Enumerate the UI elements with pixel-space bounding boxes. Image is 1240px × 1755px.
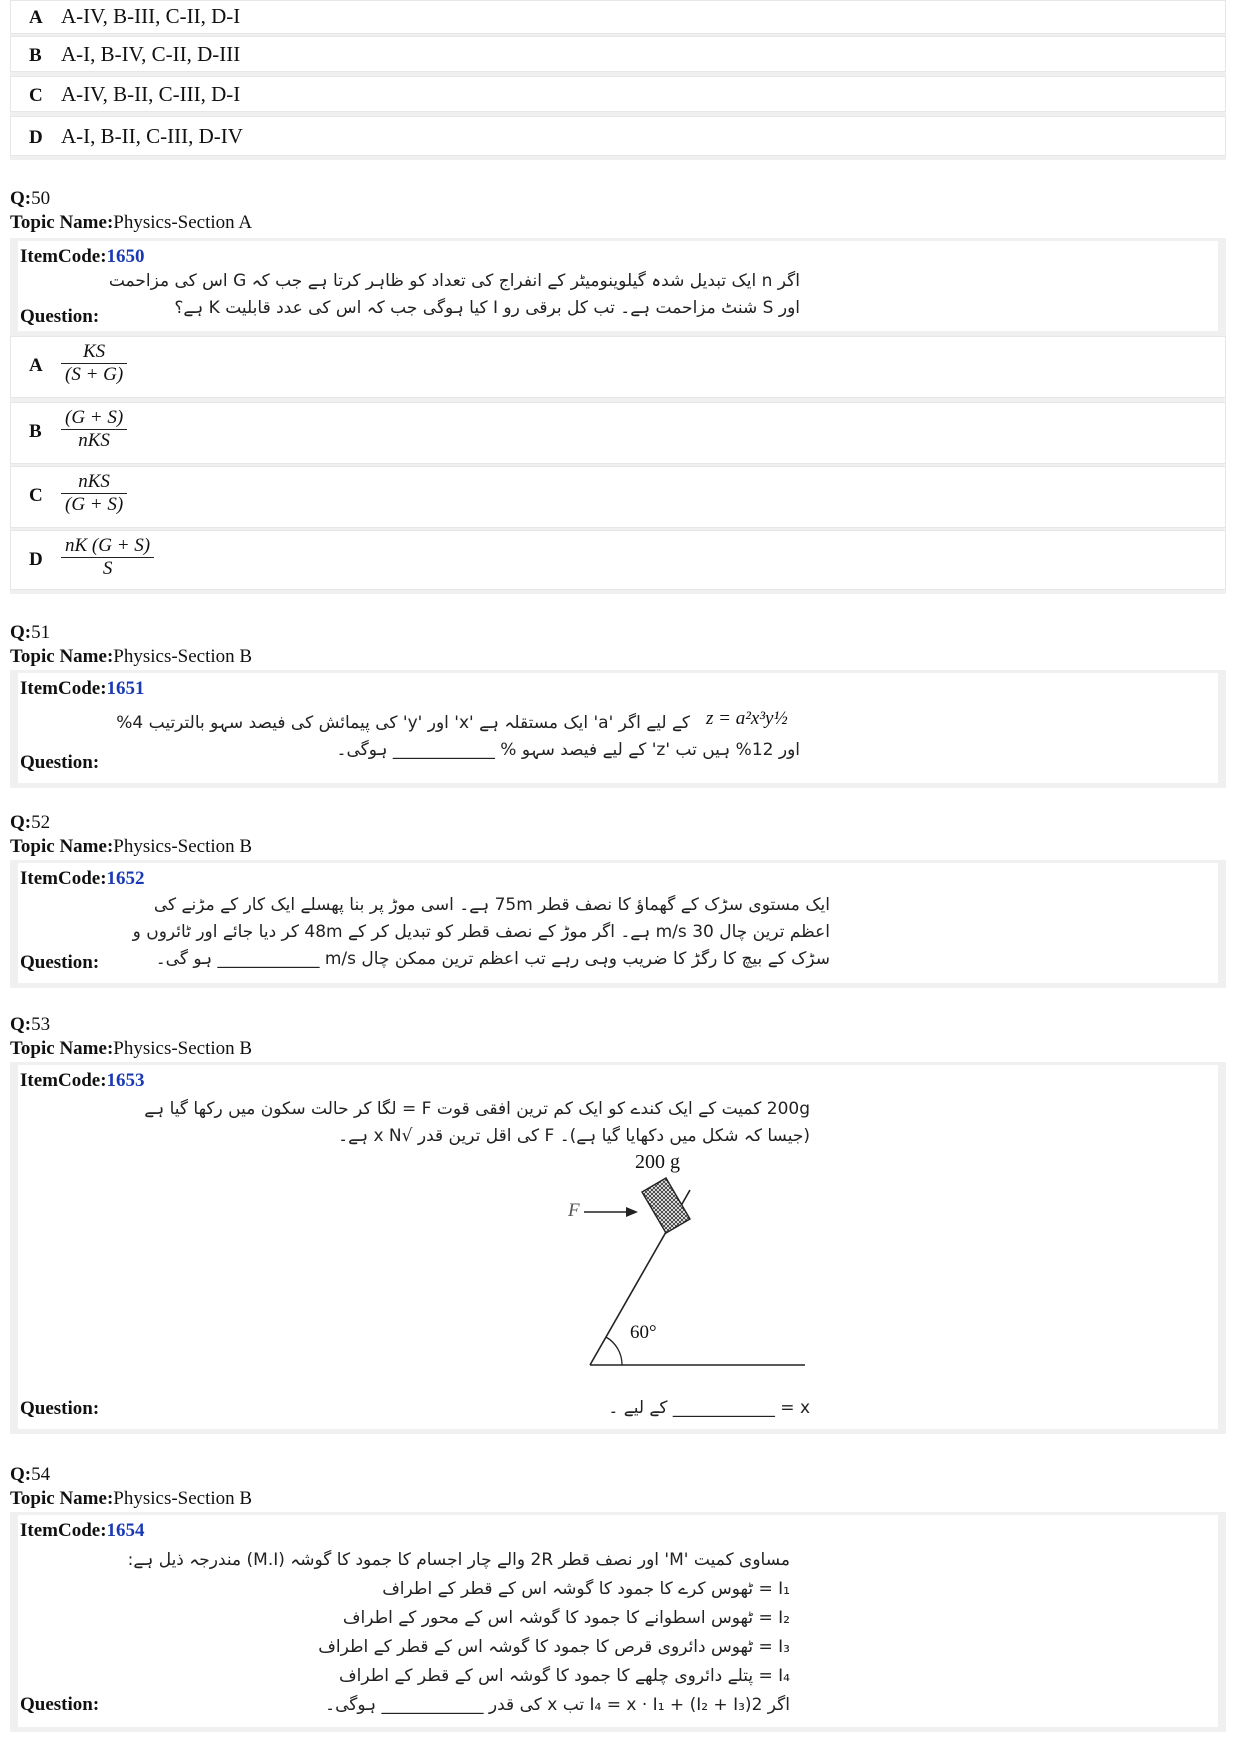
item-code: ItemCode:1651 <box>20 678 145 699</box>
question-number: Q:51 <box>10 622 51 643</box>
force-label: F <box>568 1200 580 1221</box>
question-number: Q:54 <box>10 1464 51 1485</box>
mass-label: 200 g <box>635 1151 680 1173</box>
prev-option-b[interactable]: B A-I, B-IV, C-II, D-III <box>10 36 1226 72</box>
item-code: ItemCode:1654 <box>20 1520 145 1541</box>
question-text: مساوی کمیت 'M' اور نصف قطر 2R والے چار اجسام کا جمود کا گوشہ (M.I) مندرجہ ذیل ہے: I₁ = ٹھوس کرے کا جمود کا گوشہ اس کے قطر کے اطراف I₂ = ٹھوس اسطوانے کا جمود کا گوشہ اس کے محور کے اطراف I₃ = ٹھوس دائروی قرص کا جمود کا گوشہ اس کے قطر کے اطراف I₄ = پتلے دائروی چلھے کا جمود کا گوشہ اس کے قطر کے اطراف اگر 2(I₂ + I₃) + I₄ = x · I₁ تب x کی قدر ____________ ہوگی۔ <box>127 1550 790 1715</box>
option-d[interactable]: D $\frac{nK (G + S)}{S}$ <box>10 530 1226 590</box>
option-a-fraction: $\frac{KS}{(S + G)}$ <box>61 341 127 386</box>
option-b[interactable]: B (G + S) nKS <box>10 402 1226 464</box>
angle-label: 60° <box>630 1322 657 1343</box>
question-label: Question: <box>20 1694 100 1715</box>
topic-name: Topic Name:Physics-Section B <box>10 1038 253 1059</box>
option-a[interactable]: A $\frac{KS}{(S + G)}$ <box>10 336 1226 398</box>
question-number: Q:52 <box>10 812 51 833</box>
option-c[interactable]: C nKS (G + S) <box>10 466 1226 528</box>
question-label: Question: <box>20 752 100 773</box>
item-code: ItemCode:1652 <box>20 868 145 889</box>
question-label: Question: <box>20 1398 100 1419</box>
force-arrow-head <box>626 1207 638 1217</box>
formula: z = a²x³y½ <box>706 708 788 729</box>
question-text: اگر n ایک تبدیل شدہ گیلوینومیٹر کے انفراج کی تعداد کو ظاہر کرتا ہے جب کہ G اس کی مزاحمت اور S شنٹ مزاحمت ہے۔ تب کل برقی رو I کیا ہوگی جب کہ اس کی عدد قابلیت K ہے؟ <box>108 271 800 318</box>
topic-name: Topic Name:Physics-Section B <box>10 646 253 667</box>
prev-option-d[interactable]: D A-I, B-II, C-III, D-IV <box>10 116 1226 156</box>
question-label: Question: <box>20 952 100 973</box>
question-number: Q:53 <box>10 1014 51 1035</box>
question-text: کے لیے اگر 'a' ایک مستقلہ ہے 'x' اور 'y' کی پیمائش کی فیصد سہو بالترتیب 4% اور 12% ہیں تب 'z' کے لیے فیصد سہو % ____________ ہوگی۔ <box>116 713 800 760</box>
topic-name: Topic Name:Physics-Section A <box>10 212 253 233</box>
block <box>642 1178 690 1233</box>
option-d-fraction: $\frac{nK (G + S)}{S}$ <box>61 535 154 580</box>
prev-option-c[interactable]: C A-IV, B-II, C-III, D-I <box>10 76 1226 112</box>
option-c-fraction: nKS (G + S) <box>61 471 127 516</box>
topic-name: Topic Name:Physics-Section B <box>10 836 253 857</box>
topic-name: Topic Name:Physics-Section B <box>10 1488 253 1509</box>
question-text: 200g کمیت کے ایک کندے کو ایک کم ترین افقی قوت F = لگا کر حالت سکون میں رکھا گیا ہے (جیسا کہ شکل میں دکھایا گیا ہے)۔ F کی اقل ترین قدر √x N ہے۔ <box>144 1099 810 1146</box>
prev-option-a[interactable]: A A-IV, B-III, C-II, D-I <box>10 0 1226 34</box>
angle-arc <box>606 1337 622 1365</box>
item-code: ItemCode:1650 <box>20 246 145 267</box>
question-label: Question: <box>20 306 100 327</box>
question-number: Q:50 <box>10 188 51 209</box>
incline-figure <box>560 1150 820 1380</box>
answer-line: x = ____________ کے لیے ۔ <box>608 1398 810 1418</box>
question-text: ایک مستوی سڑک کے گھماؤ کا نصف قطر 75m ہے۔ اسی موڑ پر بنا پھسلے ایک کار کے مڑنے کی اعظم ترین چال 30 m/s ہے۔ اگر موڑ کے نصف قطر کو تبدیل کر کے 48m کر دیا جائے اور ٹائروں و سڑک کے بیچ کا رگڑ کا ضریب وہی رہے تب اعظم ترین ممکن چال m/s ____________ ہو گی۔ <box>132 895 830 969</box>
item-code: ItemCode:1653 <box>20 1070 145 1091</box>
option-b-fraction: (G + S) nKS <box>61 407 127 452</box>
